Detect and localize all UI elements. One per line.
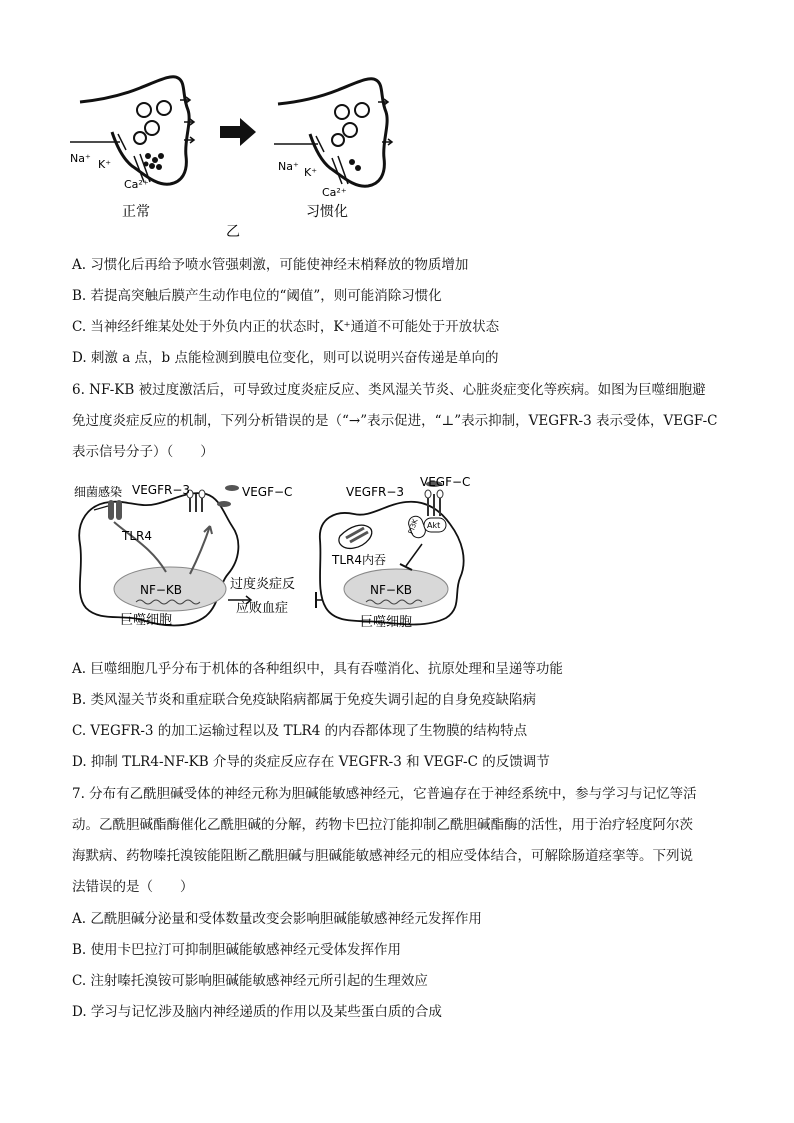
ca-ion-label-normal: Ca²⁺ xyxy=(124,178,149,191)
na-ion-label-habituated: Na⁺ xyxy=(278,160,299,173)
q7-option-c: C. 注射嗪托溴铵可影响胆碱能敏感神经元所引起的生理效应 xyxy=(72,973,428,989)
q5-option-d: D. 刺激 a 点，b 点能检测到膜电位变化，则可以说明兴奋传递是单向的 xyxy=(72,350,499,366)
q7-stem-line-2: 动。乙酰胆碱酯酶催化乙酰胆碱的分解，药物卡巴拉汀能抑制乙酰胆碱酯酶的活性，用于治疗轻度阿尔茨 xyxy=(72,817,693,833)
figure-macrophage xyxy=(70,474,480,636)
vegfc-label-right: VEGF−C xyxy=(420,475,471,489)
nfkb-label-right: NF−KB xyxy=(370,583,413,597)
q6-stem-line-2: 免过度炎症反应的机制，下列分析错误的是（“→”表示促进，“⊥”表示抑制，VEGFR-3 表示受体，VEGF-C xyxy=(72,413,718,429)
vegfr3-label-left: VEGFR−3 xyxy=(132,483,191,497)
normal-label: 正常 xyxy=(122,204,150,220)
na-ion-label-normal: Na⁺ xyxy=(70,152,91,165)
habituated-terminal xyxy=(274,79,392,220)
nfkb-label-left: NF−KB xyxy=(140,583,183,597)
k-ion-label-normal: K⁺ xyxy=(98,158,112,171)
k-ion-label-habituated: K⁺ xyxy=(304,166,318,179)
q7-stem-line-4: 法错误的是（ ） xyxy=(72,879,194,895)
macrophage-label-right: 巨噬细胞 xyxy=(360,615,413,630)
q6-stem-line-3: 表示信号分子）（ ） xyxy=(72,444,214,460)
q7-option-a: A. 乙酰胆碱分泌量和受体数量改变会影响胆碱能敏感神经元发挥作用 xyxy=(72,911,482,927)
q6-option-d: D. 抑制 TLR4-NF-KB 介导的炎症反应存在 VEGFR-3 和 VEGF-C 的反馈调节 xyxy=(72,754,550,770)
bacteria-label: 细菌感染 xyxy=(74,485,123,499)
middle-text-line-2: 应败血症 xyxy=(236,601,289,616)
transition-arrow-icon xyxy=(220,118,256,146)
q7-stem-line-3: 海默病、药物嗪托溴铵能阻断乙酰胆碱与胆碱能敏感神经元的相应受体结合，可解除肠道痉挛等。下列说 xyxy=(72,848,693,864)
vegfr3-label-right: VEGFR−3 xyxy=(346,485,405,499)
q7-option-b: B. 使用卡巴拉汀可抑制胆碱能敏感神经元受体发挥作用 xyxy=(72,942,402,958)
akt-label: Akt xyxy=(427,521,441,530)
q5-option-b: B. 若提高突触后膜产生动作电位的“阈值”，则可能消除习惯化 xyxy=(72,288,442,304)
q6-stem-line-1: 6. NF-KB 被过度激活后，可导致过度炎症反应、类风湿关节炎、心脏炎症变化等疾病。如图为巨噬细胞避 xyxy=(72,382,706,398)
q7-stem-line-1: 7. 分布有乙酰胆碱受体的神经元称为胆碱能敏感神经元，它普遍存在于神经系统中，参与学习与记忆等活 xyxy=(72,786,697,802)
pi3k-label: PI3K xyxy=(406,517,420,536)
q5-option-c: C. 当神经纤维某处处于外负内正的状态时，K⁺通道不可能处于开放状态 xyxy=(72,319,500,335)
vegfc-label-left: VEGF−C xyxy=(242,485,293,499)
habituated-label: 习惯化 xyxy=(306,204,348,220)
middle-text-line-1: 过度炎症反 xyxy=(230,577,296,592)
right-macrophage xyxy=(320,475,471,630)
q6-option-b: B. 类风湿关节炎和重症联合免疫缺陷病都属于免疫失调引起的自身免疫缺陷病 xyxy=(72,692,537,708)
q6-option-c: C. VEGFR-3 的加工运输过程以及 TLR4 的内吞都体现了生物膜的结构特点 xyxy=(72,723,528,739)
tlr4-label-left: TLR4 xyxy=(122,529,152,543)
q6-option-a: A. 巨噬细胞几乎分布于机体的各种组织中，具有吞噬消化、抗原处理和呈递等功能 xyxy=(72,661,563,677)
q5-option-a: A. 习惯化后再给予喷水管强刺激，可能使神经末梢释放的物质增加 xyxy=(72,257,469,273)
tlr4-endocytosis-label: TLR4内吞 xyxy=(332,553,386,567)
normal-terminal xyxy=(70,77,194,220)
ca-ion-label-habituated: Ca²⁺ xyxy=(322,186,347,199)
figure-habituation xyxy=(60,70,400,240)
figure-caption: 乙 xyxy=(226,224,240,240)
q7-option-d: D. 学习与记忆涉及脑内神经递质的作用以及某些蛋白质的合成 xyxy=(72,1004,442,1020)
macrophage-label-left: 巨噬细胞 xyxy=(120,613,173,628)
